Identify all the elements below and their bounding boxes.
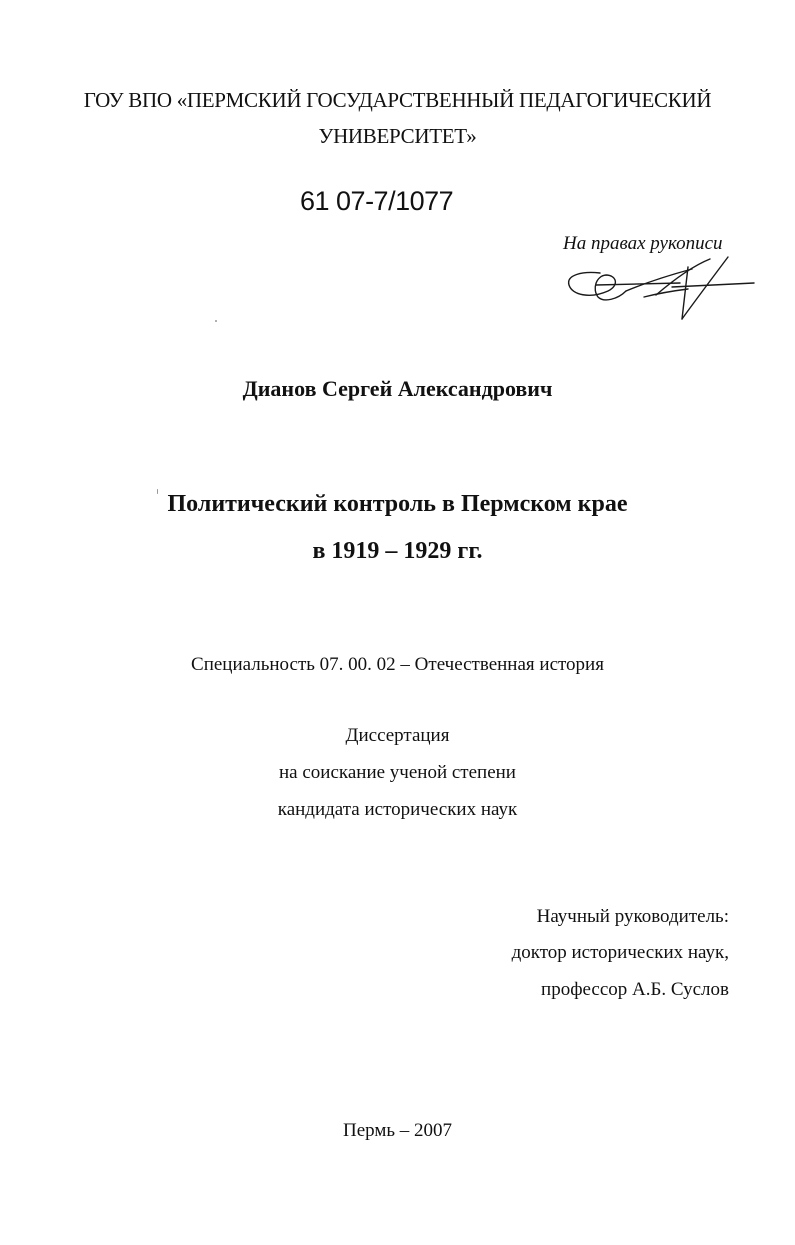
scan-speck — [157, 489, 158, 494]
scan-speck — [215, 320, 217, 322]
work-type-line3: кандидата исторических наук — [277, 799, 518, 820]
manuscript-rights-note: На правах рукописи — [563, 233, 723, 254]
supervisor-name: профессор А.Б. Суслов — [541, 979, 729, 1000]
specialty-line: Специальность 07. 00. 02 – Отечественная история — [191, 654, 604, 675]
work-type-line2: на соискание ученой степени — [279, 762, 516, 783]
institution-name-line1: ГОУ ВПО «ПЕРМСКИЙ ГОСУДАРСТВЕННЫЙ ПЕДАГОГИЧЕСКИЙ — [83, 88, 712, 112]
supervisor-label: Научный руководитель: — [536, 906, 729, 927]
dissertation-title-line1: Политический контроль в Пермском крае — [167, 491, 628, 517]
institution-name-line2: УНИВЕРСИТЕТ» — [318, 124, 477, 148]
work-type-line1: Диссертация — [345, 725, 450, 746]
dissertation-title-line2: в 1919 – 1929 гг. — [312, 538, 483, 564]
catalog-stamp: 61 07-7/1077 — [300, 186, 454, 216]
author-name: Дианов Сергей Александрович — [242, 376, 553, 401]
supervisor-degree: доктор исторических наук, — [511, 942, 729, 963]
handwritten-signature — [560, 245, 755, 325]
place-and-year: Пермь – 2007 — [342, 1120, 453, 1141]
